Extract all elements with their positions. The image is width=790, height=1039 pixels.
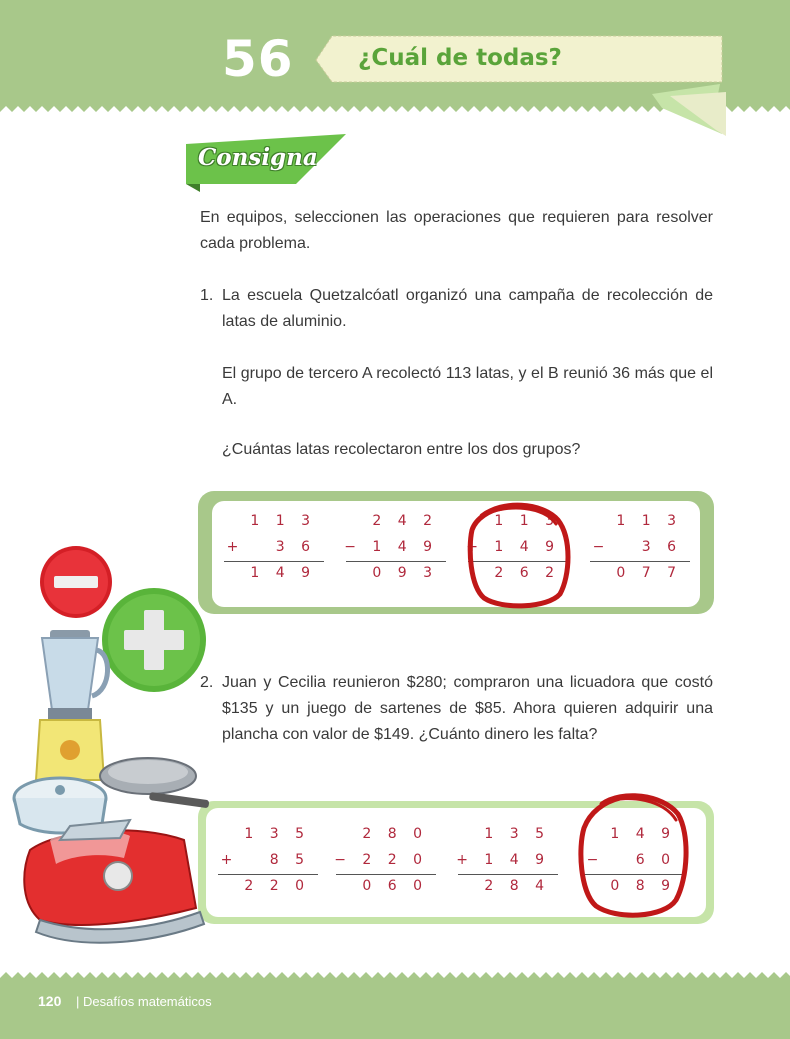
- operand-top: 2 4 2: [372, 513, 438, 529]
- result-line: [224, 561, 324, 562]
- operand-top: 1 3 5: [244, 826, 310, 842]
- answer-circle-mark: [462, 498, 574, 612]
- result: 2 6 2: [494, 565, 560, 581]
- consigna-label: Consigna: [198, 144, 318, 171]
- problem-2-text: Juan y Cecilia reunieron $280; compraron una licuadora que costó $135 y un juego de sartenes de $85. Ahora quieren adquirir una plancha con valor de $149. ¿Cuánto dinero les falta?: [222, 674, 713, 743]
- iron-icon: [24, 820, 204, 943]
- operand-top: 1 3 5: [484, 826, 550, 842]
- result-line: [336, 874, 436, 875]
- kitchen-clipart: [0, 540, 220, 970]
- operand-bottom: + 3 6: [226, 539, 316, 555]
- book-title: | Desafíos matemáticos: [76, 994, 212, 1009]
- result-line: [346, 561, 446, 562]
- minus-sign-icon: [40, 546, 112, 618]
- plus-sign-icon: [102, 588, 206, 692]
- intro-text: En equipos, seleccionen las operaciones que requieren para resolver cada problema.: [200, 209, 713, 252]
- lesson-title: ¿Cuál de todas?: [358, 45, 562, 71]
- page-number: 120: [38, 993, 62, 1009]
- frying-pan-icon: [100, 758, 209, 808]
- problem-1-question: ¿Cuántas latas recolectaron entre los dos grupos?: [222, 441, 581, 458]
- operand-top: 1 1 3: [616, 513, 682, 529]
- problem-1-operations-box: [198, 491, 714, 614]
- operand-top: 1 1 3: [494, 513, 560, 529]
- result: 2 8 4: [484, 878, 550, 894]
- problem-1-number: 1.: [200, 287, 214, 304]
- operand-bottom: − 3 6: [592, 539, 682, 555]
- operand-bottom: + 8 5: [220, 852, 310, 868]
- operand-bottom: + 1 4 9: [466, 539, 560, 555]
- problem-1-text-b: El grupo de tercero A recolectó 113 latas, y el B reunió 36 más que el A.: [222, 365, 713, 408]
- footer-band: [0, 984, 790, 1039]
- operand-bottom: − 1 4 9: [344, 539, 438, 555]
- lesson-number: 56: [222, 30, 294, 88]
- result-line: [590, 561, 690, 562]
- result-line: [218, 874, 318, 875]
- problem-1-text-a: La escuela Quetzalcóatl organizó una campaña de recolección de latas de aluminio.: [222, 287, 713, 330]
- operations-panel: [212, 501, 700, 607]
- result: 1 4 9: [250, 565, 316, 581]
- operand-top: 1 1 3: [250, 513, 316, 529]
- operand-bottom: + 1 4 9: [456, 852, 550, 868]
- result: 0 6 0: [362, 878, 428, 894]
- result: 0 8 9: [610, 878, 676, 894]
- result: 0 7 7: [616, 565, 682, 581]
- problem-2-number: 2.: [200, 674, 214, 691]
- operand-bottom: − 2 2 0: [334, 852, 428, 868]
- result: 0 9 3: [372, 565, 438, 581]
- result-line: [458, 874, 558, 875]
- operand-bottom: − 6 0: [586, 852, 676, 868]
- result: 2 2 0: [244, 878, 310, 894]
- operand-top: 2 8 0: [362, 826, 428, 842]
- answer-circle-mark: [572, 790, 692, 922]
- blender-icon: [36, 630, 108, 780]
- operand-top: 1 4 9: [610, 826, 676, 842]
